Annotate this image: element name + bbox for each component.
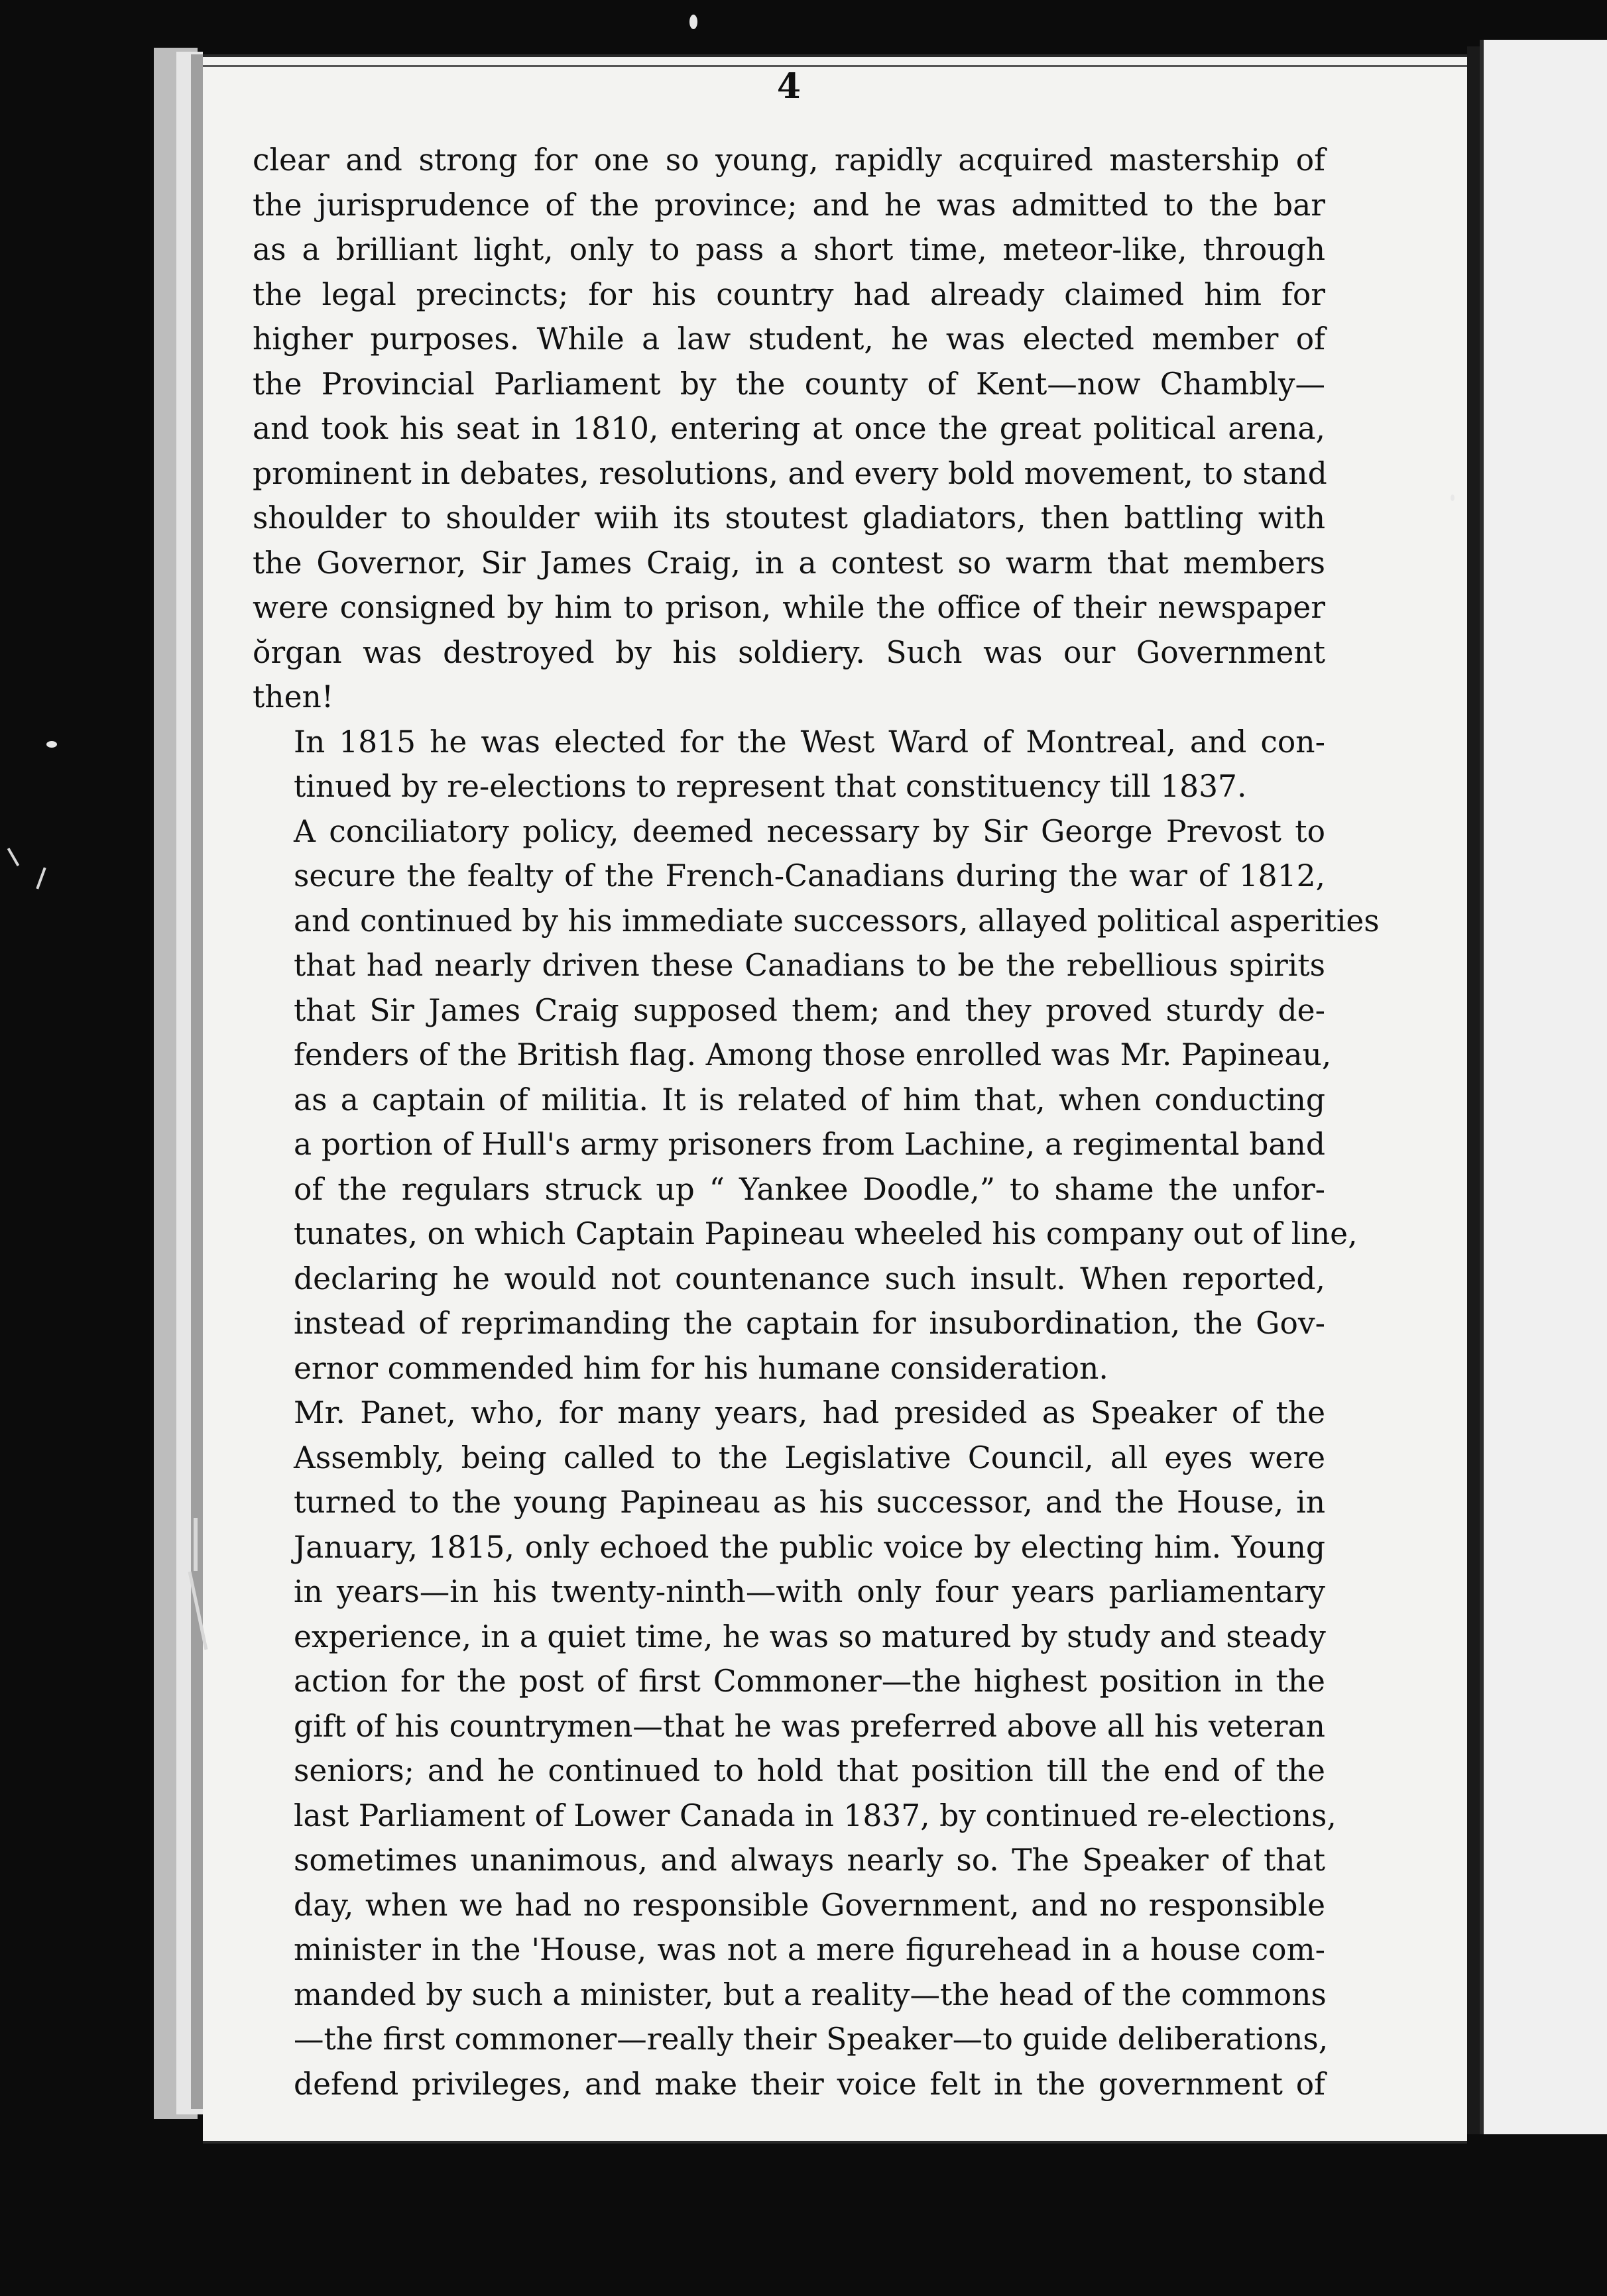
- text-line: ernor commended him for his humane consideration.: [294, 1350, 1108, 1386]
- body-text: [253, 138, 1380, 2106]
- text-line: and continued by his immediate successors, allayed political asperities: [294, 903, 1380, 939]
- text-line: Mr. Panet, who, for many years, had presided as Speaker of the: [294, 1395, 1325, 1430]
- text-line: action for the post of first Commoner—the highest position in the: [294, 1664, 1325, 1699]
- text-line: tinued by re-elections to represent that constituency till 1837.: [294, 769, 1247, 804]
- page-number: 4: [776, 66, 802, 107]
- scan-speck: [46, 741, 57, 748]
- text-line: gift of his countrymen—that he was preferred above all his veteran: [294, 1708, 1325, 1744]
- scan-mark: [194, 1518, 198, 1571]
- page-top-rule: [203, 65, 1467, 67]
- text-line: day, when we had no responsible Government, and no responsible: [294, 1887, 1325, 1923]
- text-line: prominent in debates, resolutions, and every bold movement, to stand: [253, 455, 1327, 491]
- text-line: the legal precincts; for his country had already claimed him for: [253, 276, 1325, 312]
- paragraph: [253, 720, 1325, 809]
- text-line: manded by such a minister, but a reality—the head of the commons: [294, 1977, 1327, 2012]
- text-line: declaring he would not countenance such insult. When reported,: [294, 1261, 1325, 1296]
- text-line: seniors; and he continued to hold that position till the end of the: [294, 1753, 1325, 1788]
- text-line: in years—in his twenty-ninth—with only four years parliamentary: [294, 1574, 1325, 1609]
- text-line: minister in the 'House, was not a mere figurehead in a house com-: [294, 1932, 1325, 1967]
- scan-speck: [1451, 494, 1455, 501]
- text-line: clear and strong for one so young, rapidly acquired mastership of: [253, 143, 1325, 178]
- scan-mark: [7, 848, 19, 866]
- text-line: defend privileges, and make their voice felt in the government of: [294, 2066, 1325, 2102]
- text-line: last Parliament of Lower Canada in 1837, by continued re-elections,: [294, 1798, 1337, 1833]
- text-line: fenders of the British flag. Among those enrolled was Mr. Papineau,: [294, 1037, 1332, 1072]
- scan-speck: [689, 15, 697, 29]
- text-line: A conciliatory policy, deemed necessary by Sir George Prevost to: [294, 813, 1325, 849]
- text-line: turned to the young Papineau as his successor, and the House, in: [294, 1485, 1325, 1520]
- text-line: secure the fealty of the French-Canadians during the war of 1812,: [294, 858, 1325, 893]
- scan-mark: [36, 867, 46, 889]
- text-line: were consigned by him to prison, while the office of their newspaper: [253, 590, 1325, 625]
- paragraph: [253, 1391, 1337, 2106]
- text-line: ŏrgan was destroyed by his soldiery. Such was our Government: [253, 634, 1325, 670]
- text-line: shoulder to shoulder wiih its stoutest gladiators, then battling with: [253, 500, 1325, 536]
- facing-page-edge: [1480, 40, 1607, 2134]
- text-line: the jurisprudence of the province; and he was admitted to the bar: [253, 187, 1325, 223]
- text-line: that Sir James Craig supposed them; and they proved sturdy de-: [294, 992, 1325, 1028]
- text-line: Assembly, being called to the Legislative Council, all eyes were: [294, 1440, 1325, 1475]
- text-line: higher purposes. While a law student, he was elected member of: [253, 321, 1325, 357]
- text-line: January, 1815, only echoed the public voice by electing him. Young: [294, 1529, 1325, 1565]
- text-line: as a brilliant light, only to pass a short time, meteor-like, through: [253, 232, 1325, 267]
- text-line: a portion of Hull's army prisoners from Lachine, a regimental band: [294, 1127, 1325, 1162]
- text-line: as a captain of militia. It is related of him that, when conducting: [294, 1082, 1325, 1118]
- text-line: experience, in a quiet time, he was so matured by study and steady: [294, 1619, 1326, 1654]
- text-line: that had nearly driven these Canadians to be the rebellious spirits: [294, 948, 1325, 983]
- text-line: then!: [253, 679, 334, 715]
- text-line: tunates, on which Captain Papineau wheeled his company out of line,: [294, 1216, 1358, 1251]
- text-line: sometimes unanimous, and always nearly so. The Speaker of that: [294, 1843, 1325, 1878]
- paragraph: [253, 138, 1325, 720]
- book-gutter: [1467, 46, 1480, 2134]
- text-line: and took his seat in 1810, entering at once the great political arena,: [253, 411, 1325, 446]
- text-line: In 1815 he was elected for the West Ward of Montreal, and con-: [294, 724, 1325, 760]
- text-line: the Governor, Sir James Craig, in a contest so warm that members: [253, 545, 1325, 581]
- text-line: —the first commoner—really their Speaker—to guide deliberations,: [294, 2022, 1329, 2057]
- text-line: of the regulars struck up “ Yankee Doodle,” to shame the unfor-: [294, 1171, 1325, 1207]
- text-line: the Provincial Parliament by the county of Kent—now Chambly—: [253, 366, 1325, 402]
- paragraph: [253, 809, 1380, 1391]
- text-line: instead of reprimanding the captain for insubordination, the Gov-: [294, 1306, 1325, 1341]
